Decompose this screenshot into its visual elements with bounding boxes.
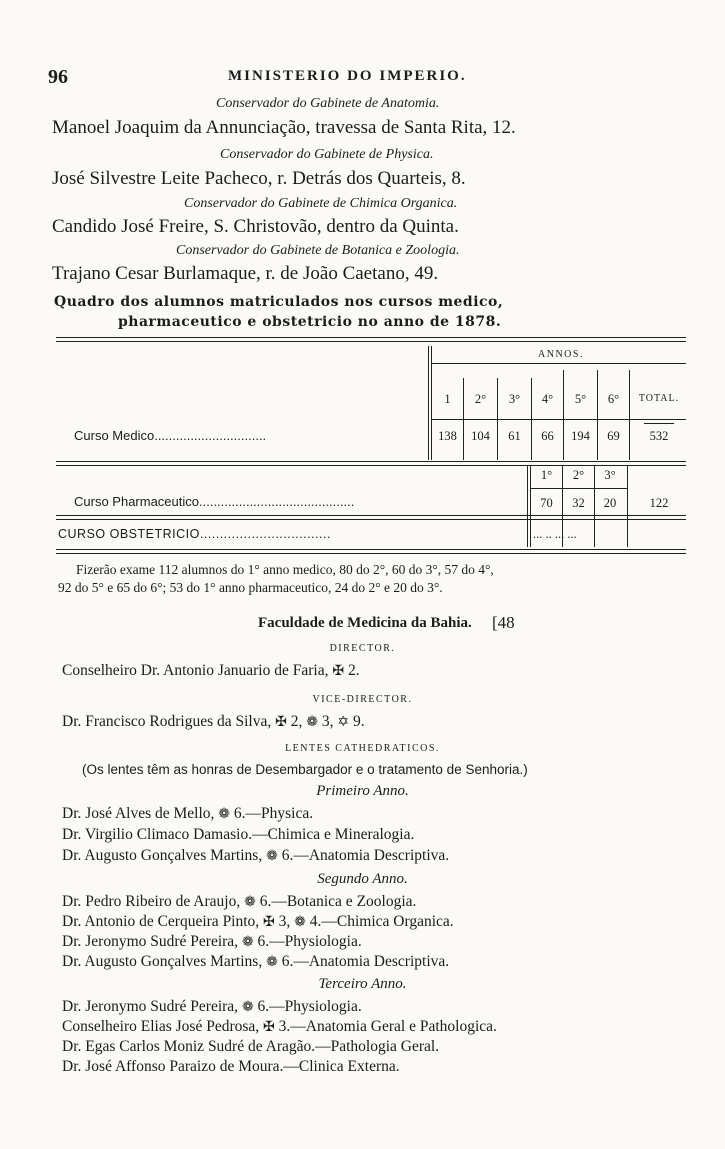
lente-entry: Dr. Antonio de Cerqueira Pinto, ✠ 3, ❁ 4.—Chimica Organica.	[62, 913, 454, 930]
pharma-value: 32	[572, 496, 585, 510]
cross-icon: ✠	[263, 915, 275, 930]
lente-entry: Dr. Augusto Gonçalves Martins, ❁ 6.—Anatomia Descriptiva.	[62, 953, 450, 970]
exam-note-line1: Fizerão exame 112 alumnos do 1° anno medico, 80 do 2°, 60 do 3°, 57 do 4°,	[76, 562, 494, 577]
year-header: 2°	[474, 392, 487, 406]
lente-entry: Dr. Egas Carlos Moniz Sudré de Aragão.—Pathologia Geral.	[62, 1038, 440, 1055]
rose-icon: ❁	[306, 715, 318, 730]
year-header: 4°	[541, 392, 554, 406]
conservator-person: José Silvestre Leite Pacheco, r. Detrás dos Quarteis, 8.	[52, 168, 466, 189]
table-mid-rule	[56, 461, 686, 466]
year-header: 1	[444, 392, 451, 406]
conservator-title: Conservador do Gabinete de Chimica Organica.	[184, 196, 458, 211]
faculdade-bracket: [48	[492, 613, 515, 632]
quadro-title-line1: Quadro dos alumnos matriculados nos cursos medico,	[54, 294, 504, 310]
rose-icon: ❁	[244, 895, 256, 910]
page-number: 96	[48, 66, 68, 88]
lentes-label: LENTES CATHEDRATICOS.	[285, 743, 440, 754]
table-rule	[56, 515, 686, 520]
rose-icon: ❁	[241, 1000, 254, 1015]
lente-entry: Dr. Virgilio Climaco Damasio.—Chimica e Mineralogia.	[62, 826, 415, 843]
lente-entry: Dr. José Alves de Mello, ❁ 6.—Physica.	[62, 805, 314, 822]
rose-icon: ❁	[266, 849, 278, 864]
pharma-value: 20	[603, 496, 617, 510]
table-rule	[432, 419, 686, 420]
medico-value: 104	[471, 429, 490, 443]
year-title: Terceiro Anno.	[318, 976, 407, 992]
pharma-year-header: 1°	[540, 468, 553, 482]
cross-icon: ✠	[263, 1020, 275, 1035]
year-title: Segundo Anno.	[317, 871, 408, 887]
lente-entry: Dr. Pedro Ribeiro de Araujo, ❁ 6.—Botanica e Zoologia.	[62, 893, 417, 910]
year-title: Primeiro Anno.	[316, 783, 409, 799]
table-rule	[432, 363, 686, 364]
year-header: 3°	[508, 392, 521, 406]
lente-entry: Dr. José Affonso Paraizo de Moura.—Clinica Externa.	[62, 1058, 400, 1075]
lente-entry: Dr. Augusto Gonçalves Martins, ❁ 6.—Anatomia Descriptiva.	[62, 847, 450, 864]
medico-value: 69	[607, 429, 620, 443]
rose-icon: ❁	[218, 807, 231, 822]
exam-note-line2: 92 do 5° e 65 do 6°; 53 do 1° anno pharmaceutico, 24 do 2° e 20 do 3°.	[58, 580, 443, 595]
cross-icon: ✠	[332, 664, 345, 679]
director-entry: Conselheiro Dr. Antonio Januario de Faria, ✠ 2.	[62, 662, 360, 679]
conservator-person: Manoel Joaquim da Annunciação, travessa de Santa Rita, 12.	[52, 117, 516, 138]
cross-icon: ✠	[275, 715, 287, 730]
table-rule	[531, 488, 627, 489]
rose-icon: ❁	[241, 935, 254, 950]
total-header: TOTAL.	[638, 393, 680, 404]
rose-icon: ❁	[294, 915, 306, 930]
row-label-pharma: Curso Pharmaceutico...........................................	[74, 494, 355, 509]
lentes-note: (Os lentes têm as honras de Desembargador e o tratamento de Senhoria.)	[82, 762, 528, 777]
medico-value: 138	[438, 429, 457, 443]
pharma-value: 70	[540, 496, 553, 510]
total-rule	[644, 423, 674, 424]
table-top-rule	[56, 337, 686, 342]
year-header: 5°	[574, 392, 587, 406]
conservator-title: Conservador do Gabinete de Physica.	[220, 147, 434, 162]
pharma-year-header: 2°	[572, 468, 585, 482]
col-sep	[597, 370, 598, 460]
year-header: 6°	[607, 392, 620, 406]
annos-label: ANNOS.	[538, 349, 584, 360]
vice-director-label: VICE-DIRECTOR.	[312, 694, 413, 705]
running-title: MINISTERIO DO IMPERIO.	[228, 68, 467, 84]
faculdade-title: Faculdade de Medicina da Bahia.	[258, 615, 472, 631]
col-sep	[629, 370, 630, 460]
medico-value: 194	[571, 429, 590, 443]
conservator-title: Conservador do Gabinete de Botanica e Zoologia.	[176, 243, 460, 258]
col-sep	[627, 466, 628, 547]
conservator-person: Candido José Freire, S. Christovão, dentro da Quinta.	[52, 216, 459, 237]
lente-entry: Conselheiro Elias José Pedrosa, ✠ 3.—Anatomia Geral e Pathologica.	[62, 1018, 497, 1035]
medico-total: 532	[649, 429, 669, 443]
row-label-obstetricio: CURSO OBSTETRICIO.................................	[58, 527, 331, 541]
lente-entry: Dr. Jeronymo Sudré Pereira, ❁ 6.—Physiologia.	[62, 998, 362, 1015]
director-label: DIRECTOR.	[329, 643, 396, 654]
quadro-title-line2: pharmaceutico e obstetricio no anno de 1878.	[118, 314, 502, 330]
medico-value: 61	[508, 429, 521, 443]
rose-icon: ❁	[266, 955, 278, 970]
vice-director-entry: Dr. Francisco Rodrigues da Silva, ✠ 2, ❁ 3, ✡ 9.	[62, 713, 365, 730]
pharma-year-header: 3°	[604, 468, 616, 482]
conservator-person: Trajano Cesar Burlamaque, r. de João Caetano, 49.	[52, 263, 439, 284]
col-sep	[563, 370, 564, 460]
row-label-medico: Curso Medico...............................	[74, 428, 267, 443]
table-bottom-rule	[56, 549, 686, 554]
lente-entry: Dr. Jeronymo Sudré Pereira, ❁ 6.—Physiologia.	[62, 933, 362, 950]
conservator-title: Conservador do Gabinete de Anatomia.	[216, 96, 440, 111]
pharma-total: 122	[649, 496, 669, 510]
star-icon: ✡	[337, 715, 350, 730]
obstet-dots: ... .. ... ...	[533, 527, 577, 541]
medico-value: 66	[541, 429, 554, 443]
